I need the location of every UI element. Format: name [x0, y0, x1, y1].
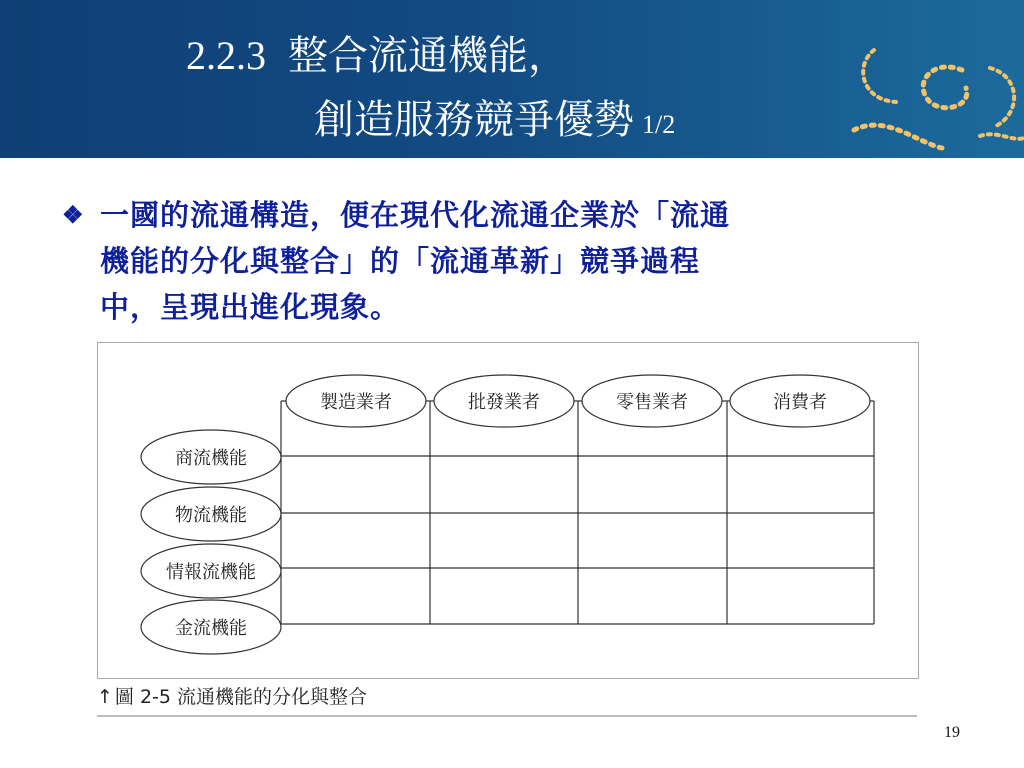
function-matrix-diagram — [98, 343, 918, 678]
page-number: 19 — [944, 724, 960, 741]
bullet-line-3: 中，呈現出進化現象。 — [100, 290, 401, 324]
column-header-label: 零售業者 — [616, 392, 688, 413]
row-label-text: 物流機能 — [175, 505, 247, 526]
row-label-text: 情報流機能 — [166, 562, 256, 583]
bullet-point — [62, 192, 962, 330]
section-number: 2.2.3 — [186, 33, 266, 78]
diamond-bullet-icon: ❖ — [62, 200, 84, 229]
column-header-label: 批發業者 — [468, 392, 540, 413]
bullet-line-2: 機能的分化與整合」的「流通革新」競爭過程 — [100, 244, 701, 278]
title-banner — [0, 0, 1024, 158]
title-text-line2: 創造服務競爭優勢 — [314, 97, 634, 142]
figure-caption-text: 圖 2-5 流通機能的分化與整合 — [114, 686, 368, 708]
column-header-label: 消費者 — [773, 392, 827, 413]
row-label-text: 商流機能 — [175, 448, 247, 469]
title-text-line1: 整合流通機能， — [288, 33, 568, 78]
up-arrow-icon: ↑ — [97, 686, 113, 708]
bullet-line-1: 一國的流通構造，便在現代化流通企業於「流通 — [100, 198, 731, 232]
decorative-swirl-icon — [840, 30, 1024, 160]
column-header-label: 製造業者 — [320, 392, 392, 413]
page-title-line2 — [314, 96, 675, 149]
figure-diagram — [97, 342, 919, 679]
page-title-line1 — [186, 32, 568, 80]
caption-divider — [97, 715, 917, 717]
row-label-text: 金流機能 — [175, 618, 247, 639]
figure-caption — [97, 684, 367, 710]
title-page-indicator: 1/2 — [642, 110, 676, 139]
